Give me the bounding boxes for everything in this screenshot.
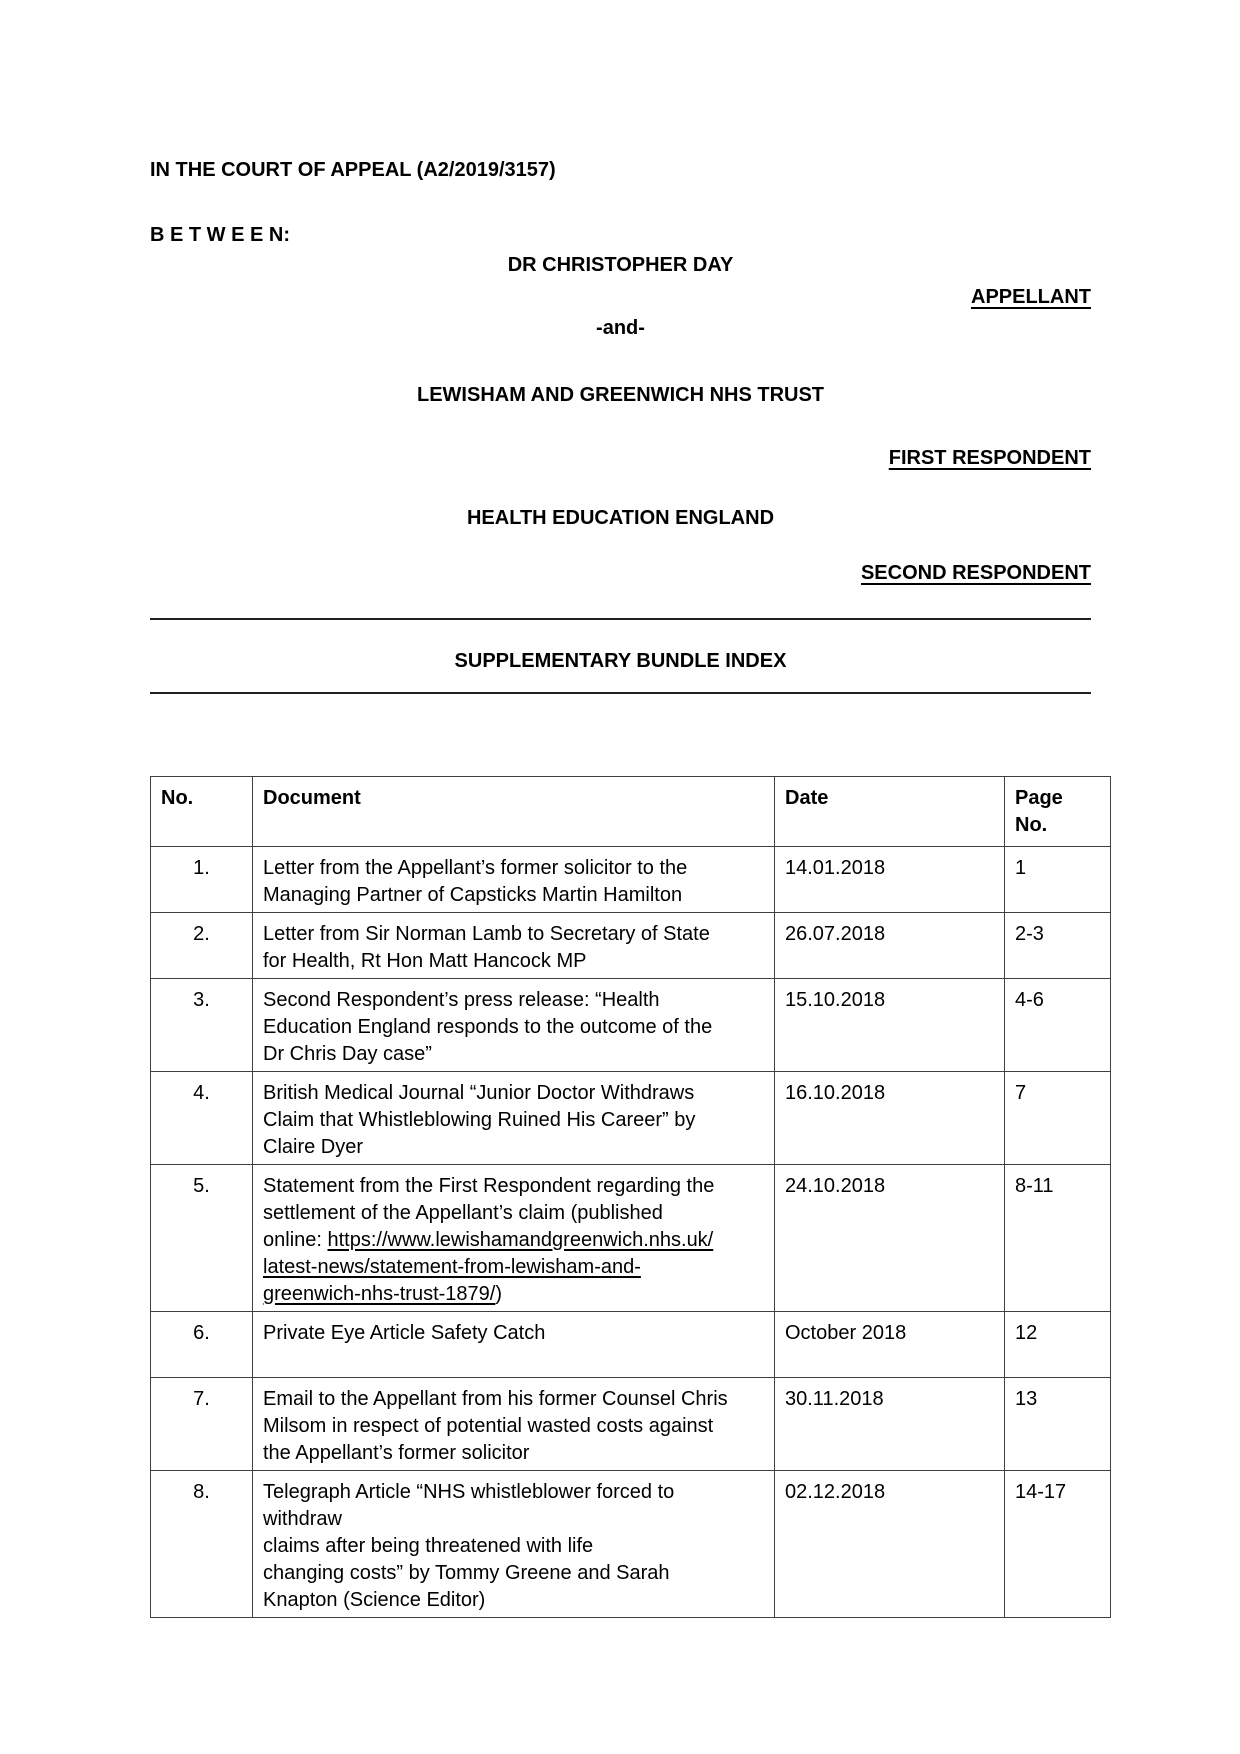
section-title: SUPPLEMENTARY BUNDLE INDEX [454, 650, 787, 672]
cell-date: 14.01.2018 [775, 847, 1005, 913]
cell-page: 13 [1005, 1378, 1111, 1471]
table-row [151, 1471, 1111, 1618]
appellant-role: APPELLANT [971, 286, 1091, 308]
cell-page: 7 [1005, 1072, 1111, 1165]
col-header-document: Document [253, 777, 775, 847]
page-content [150, 0, 1091, 1618]
cell-document: Letter from the Appellant’s former solicitor to the Managing Partner of Capsticks Martin Hamilton [253, 847, 775, 913]
court-header: IN THE COURT OF APPEAL (A2/2019/3157) [150, 159, 556, 181]
cell-page: 1 [1005, 847, 1111, 913]
cell-document: Telegraph Article “NHS whistleblower forced to withdraw claims after being threatened with life changing costs” by Tommy Greene and Sarah Knapton (Science Editor) [253, 1471, 775, 1618]
appellant-role-line [150, 282, 1091, 312]
cell-page: 8-11 [1005, 1165, 1111, 1312]
cell-date: 30.11.2018 [775, 1378, 1005, 1471]
cell-no: 7. [151, 1378, 253, 1471]
cell-no: 2. [151, 913, 253, 979]
cell-no: 3. [151, 979, 253, 1072]
cell-no: 1. [151, 847, 253, 913]
appellant-name: DR CHRISTOPHER DAY [507, 254, 734, 276]
first-respondent-role: FIRST RESPONDENT [888, 447, 1091, 469]
table-row [151, 913, 1111, 979]
between-label: B E T W E E N: [150, 224, 290, 246]
cell-document: Email to the Appellant from his former Counsel Chris Milsom in respect of potential wasted costs against the Appellant’s former solicitor [253, 1378, 775, 1471]
cell-no: 4. [151, 1072, 253, 1165]
first-respondent-name: LEWISHAM AND GREENWICH NHS TRUST [416, 384, 825, 406]
statement-url-link[interactable]: greenwich-nhs-trust-1879/ [263, 1283, 496, 1305]
cell-no: 5. [151, 1165, 253, 1312]
table-row [151, 979, 1111, 1072]
col-header-page-no: Page No. [1005, 777, 1111, 847]
cell-date: 15.10.2018 [775, 979, 1005, 1072]
cell-no: 8. [151, 1471, 253, 1618]
table-row [151, 847, 1111, 913]
statement-url-link[interactable]: https://www.lewishamandgreenwich.nhs.uk/ [327, 1229, 714, 1251]
horizontal-rule-bottom [150, 692, 1091, 694]
cell-date: 24.10.2018 [775, 1165, 1005, 1312]
index-table-head [151, 777, 1111, 847]
cell-date: 16.10.2018 [775, 1072, 1005, 1165]
horizontal-rule-top [150, 618, 1091, 620]
cell-date: 26.07.2018 [775, 913, 1005, 979]
table-row [151, 1165, 1111, 1312]
table-row [151, 1378, 1111, 1471]
index-table-body [151, 847, 1111, 1618]
cell-document: British Medical Journal “Junior Doctor Withdraws Claim that Whistleblowing Ruined His Career” by Claire Dyer [253, 1072, 775, 1165]
cell-page: 14-17 [1005, 1471, 1111, 1618]
bundle-index-table [150, 776, 1111, 1618]
cell-document: Private Eye Article Safety Catch [253, 1312, 775, 1378]
second-respondent-role: SECOND RESPONDENT [860, 562, 1091, 584]
cell-document: Statement from the First Respondent regarding the settlement of the Appellant’s claim (published online: https://www.lewishamandgreenwich.nhs.uk/ latest-news/statement-from-lewisham-and- greenwich-nhs-trust-1879/) [253, 1165, 775, 1312]
table-row [151, 1312, 1111, 1378]
cell-page: 2-3 [1005, 913, 1111, 979]
cell-document: Letter from Sir Norman Lamb to Secretary of State for Health, Rt Hon Matt Hancock MP [253, 913, 775, 979]
statement-url-link[interactable]: latest-news/statement-from-lewisham-and- [263, 1256, 641, 1278]
cell-page: 4-6 [1005, 979, 1111, 1072]
document-text-segment: ) [495, 1283, 503, 1305]
header-row [151, 777, 1111, 847]
cell-document: Second Respondent’s press release: “Health Education England responds to the outcome of the Dr Chris Day case” [253, 979, 775, 1072]
and-separator: -and- [596, 317, 645, 339]
document-text-segment: online: [263, 1229, 328, 1251]
second-respondent-role-line [150, 558, 1091, 588]
first-respondent-role-line [150, 443, 1091, 473]
second-respondent-name: HEALTH EDUCATION ENGLAND [466, 507, 775, 529]
cell-no: 6. [151, 1312, 253, 1378]
cell-page: 12 [1005, 1312, 1111, 1378]
col-header-no: No. [151, 777, 253, 847]
cell-date: 02.12.2018 [775, 1471, 1005, 1618]
col-header-date: Date [775, 777, 1005, 847]
table-row [151, 1072, 1111, 1165]
cell-date: October 2018 [775, 1312, 1005, 1378]
